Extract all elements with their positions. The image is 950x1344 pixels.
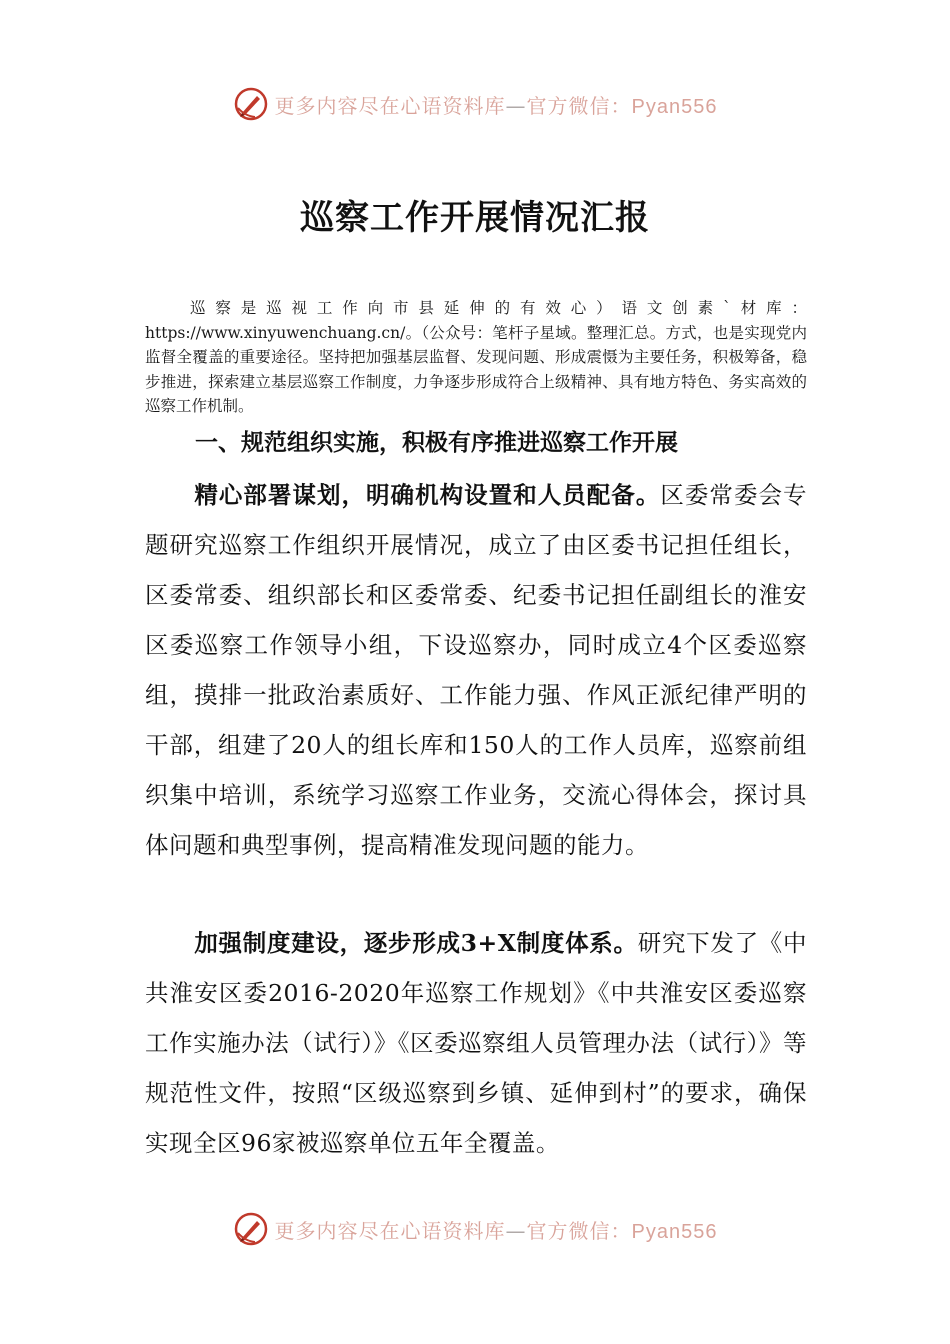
paragraph-2-lead: 加强制度建设，逐步形成3+X制度体系。 (194, 929, 638, 957)
section-heading-1: 一、规范组织实施，积极有序推进巡察工作开展 (195, 430, 678, 456)
header-watermark (0, 84, 950, 124)
watermark-site: 更多内容尽在心语资料库 (274, 93, 506, 118)
paragraph-1-body: 区委常委会专题研究巡察工作组织开展情况，成立了由区委书记担任组长，区委常委、组织部长和区委常委、纪委书记担任副组长的淮安区委巡察工作领导小组，下设巡察办，同时成立4个区委巡察组，摸排一批政治素质好、工作能力强、作风正派纪律严明的干部，组建了20人的组长库和150人的工作人员库，巡察前组织集中培训，系统学习巡察工作业务，交流心得体会，探讨具体问题和典型事例，提高精准发现问题的能力。 (145, 481, 808, 859)
watermark-wechat-label: 官方微信： (526, 93, 632, 118)
paragraph-1-lead: 精心部署谋划，明确机构设置和人员配备。 (194, 481, 661, 509)
intro-paragraph: 巡察是巡视工作向市县延伸的有效心）语文创素`材库：https://www.xinyuwenchuang.cn/。（公众号：笔杆子星域。整理汇总。方式，也是实现党内监督全覆盖的重要途径。坚持把加强基层监督、发现问题、形成震慑为主要任务，积极筹备，稳步推进，探索建立基层巡察工作制度，力争逐步形成符合上级精神、具有地方特色、务实高效的巡察工作机制。 (145, 299, 807, 415)
pen-logo-icon (233, 86, 269, 122)
watermark-text (275, 90, 718, 119)
watermark-separator: — (505, 1218, 527, 1243)
footer-watermark (0, 1209, 950, 1249)
watermark-wechat-id: Pyan556 (631, 95, 718, 118)
document-title: 巡察工作开展情况汇报 (300, 198, 650, 238)
watermark-wechat-label: 官方微信： (526, 1218, 632, 1243)
pen-logo-icon (233, 1211, 269, 1247)
watermark-wechat-id: Pyan556 (631, 1220, 718, 1243)
watermark-text (275, 1215, 718, 1244)
watermark-separator: — (505, 93, 527, 118)
watermark-site: 更多内容尽在心语资料库 (274, 1218, 506, 1243)
paragraph-2-body: 研究下发了《中共淮安区委2016-2020年巡察工作规划》《中共淮安区委巡察工作实施办法（试行）》《区委巡察组人员管理办法（试行）》等规范性文件，按照“区级巡察到乡镇、延伸到村”的要求，确保实现全区96家被巡察单位五年全覆盖。 (145, 929, 808, 1157)
paragraph-2 (145, 918, 807, 1168)
paragraph-1 (145, 470, 807, 870)
